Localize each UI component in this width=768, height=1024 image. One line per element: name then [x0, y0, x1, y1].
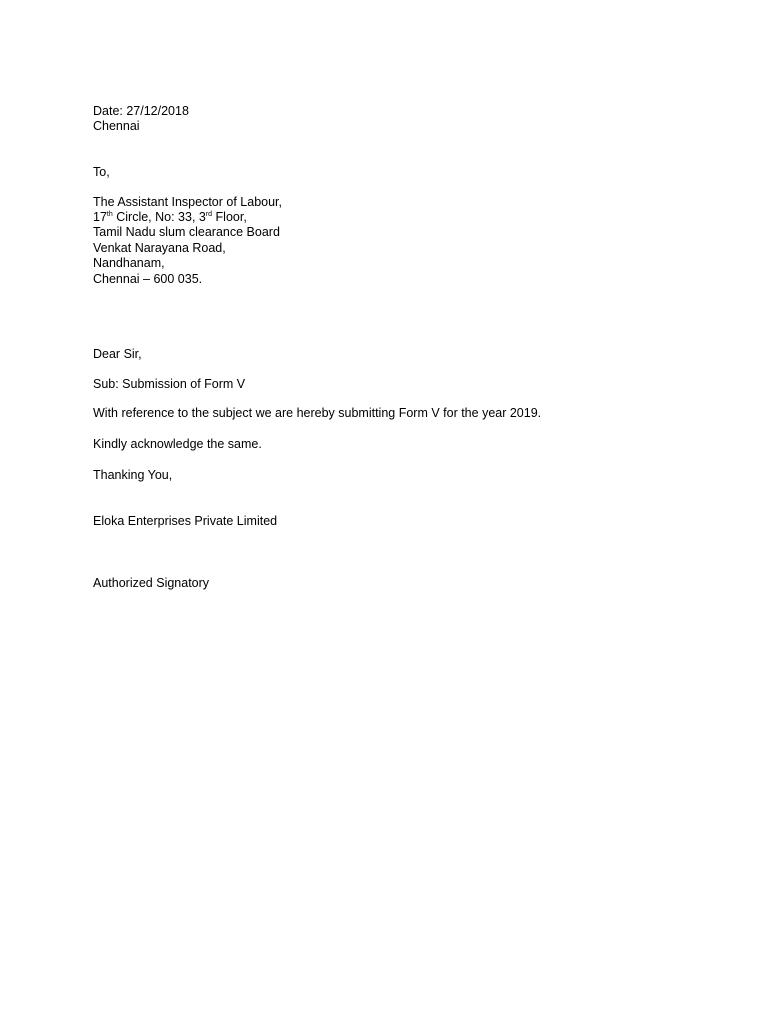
subject-line: Sub: Submission of Form V: [93, 377, 246, 391]
recipient-address-line-1: [93, 210, 247, 225]
floor-ordinal-suffix: rd: [205, 211, 213, 218]
recipient-address-city: Chennai – 600 035.: [93, 272, 203, 286]
circle-number: 17: [93, 210, 107, 224]
body-paragraph: With reference to the subject we are hereby submitting Form V for the year 2019.: [93, 406, 542, 420]
floor-text: Floor,: [212, 210, 247, 224]
greeting: Dear Sir,: [93, 347, 142, 361]
authorized-signatory: Authorized Signatory: [93, 576, 210, 590]
recipient-address-area: Nandhanam,: [93, 256, 165, 270]
salutation-to: To,: [93, 165, 110, 179]
letter-date: Date: 27/12/2018: [93, 104, 189, 118]
closing-line: Thanking You,: [93, 468, 173, 482]
recipient-address-road: Venkat Narayana Road,: [93, 241, 226, 255]
circle-middle-text: Circle, No: 33, 3: [112, 210, 206, 224]
acknowledge-request: Kindly acknowledge the same.: [93, 437, 262, 451]
letter-city: Chennai: [93, 119, 140, 133]
recipient-address-board: Tamil Nadu slum clearance Board: [93, 225, 280, 239]
company-name: Eloka Enterprises Private Limited: [93, 514, 278, 528]
circle-ordinal-suffix: th: [106, 211, 113, 218]
recipient-title: The Assistant Inspector of Labour,: [93, 195, 283, 209]
